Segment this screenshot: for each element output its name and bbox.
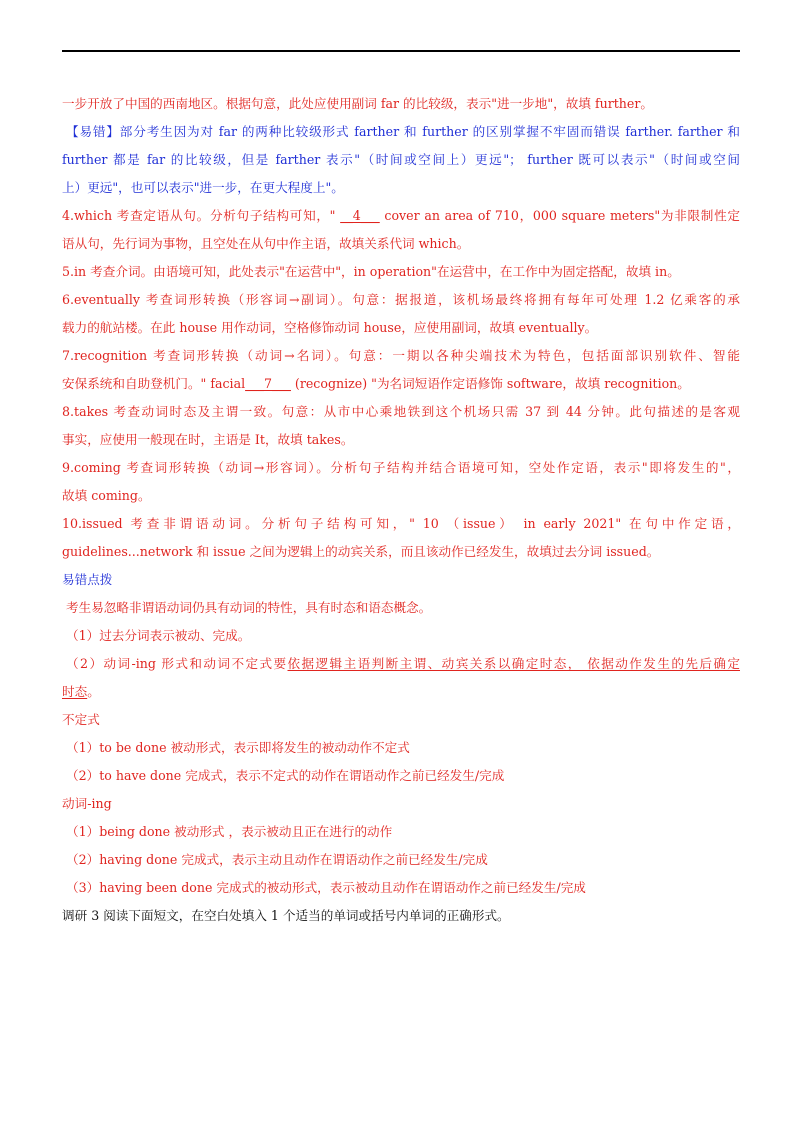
answer-8-line-1: 8.takes 考查动词时态及主谓一致。句意：从市中心乘地铁到这个机场只需 37 到 44 分钟。此句描述的是客观 bbox=[62, 404, 740, 419]
error-note-line-2: further 都是 far 的比较级，但是 farther 表示"（时间或空间上）更远"； further 既可以表示"（时间或空间 bbox=[62, 152, 740, 167]
error-note-line-3: 上）更远"，也可以表示"进一步，在更大程度上"。 bbox=[62, 180, 344, 195]
ing-item-2: （2）having done 完成式，表示主动且动作在谓语动作之前已经发生/完成 bbox=[66, 852, 488, 867]
answer-9-line-2: 故填 coming。 bbox=[62, 488, 151, 503]
header-rule bbox=[62, 50, 740, 52]
answer-6-line-2: 载力的航站楼。在此 house 用作动词，空格修饰动词 house，应使用副词，故填 eventually。 bbox=[62, 320, 598, 335]
ing-heading: 动词-ing bbox=[62, 796, 112, 811]
tips-item-2-line-2: 时态。 bbox=[62, 684, 100, 699]
tips-intro: 考生易忽略非谓语动词仍具有动词的特性，具有时态和语态概念。 bbox=[66, 600, 432, 615]
blank-7: ___7___ bbox=[245, 376, 291, 391]
answer-7-line-1: 7.recognition 考查词形转换（动词→名词）。句意：一期以各种尖端技术为特色，包括面部识别软件、智能 bbox=[62, 348, 740, 363]
ing-item-1: （1）being done 被动形式 ，表示被动且正在进行的动作 bbox=[66, 824, 393, 839]
answer-3-continued: 一步开放了中国的西南地区。根据句意，此处应使用副词 far 的比较级，表示"进一步地"，故填 further。 bbox=[62, 96, 653, 111]
answer-10-line-2: guidelines...network 和 issue 之间为逻辑上的动宾关系，而且该动作已经发生，故填过去分词 issued。 bbox=[62, 544, 660, 559]
error-note-line-1: 【易错】部分考生因为对 far 的两种比较级形式 farther 和 further 的区别掌握不牢固而错误 farther. farther 和 bbox=[66, 124, 740, 139]
infinitive-heading: 不定式 bbox=[62, 712, 100, 727]
document-body bbox=[62, 90, 740, 930]
tips-item-2-line-1: （2）动词-ing 形式和动词不定式要依据逻辑主语判断主谓、动宾关系以确定时态， 依据动作发生的先后确定 bbox=[66, 656, 740, 671]
answer-10-line-1: 10.issued 考查非谓语动词。分析句子结构可知，" 10 （issue） in early 2021" 在句中作定语， bbox=[62, 516, 740, 531]
research-3-instruction: 调研 3 阅读下面短文，在空白处填入 1 个适当的单词或括号内单词的正确形式。 bbox=[62, 908, 510, 923]
answer-4-line-2: 语从句，先行词为事物，且空处在从句中作主语，故填关系代词 which。 bbox=[62, 236, 470, 251]
infinitive-item-2: （2）to have done 完成式，表示不定式的动作在谓语动作之前已经发生/完成 bbox=[66, 768, 505, 783]
answer-4-line-1: 4.which 考查定语从句。分析句子结构可知，" __4___ cover an area of 710，000 square meters"为非限制性定 bbox=[62, 208, 740, 223]
tips-item-1: （1）过去分词表示被动、完成。 bbox=[66, 628, 251, 643]
answer-8-line-2: 事实，应使用一般现在时，主语是 It，故填 takes。 bbox=[62, 432, 354, 447]
ing-item-3: （3）having been done 完成式的被动形式，表示被动且动作在谓语动作之前已经发生/完成 bbox=[66, 880, 586, 895]
answer-9-line-1: 9.coming 考查词形转换（动词→形容词）。分析句子结构并结合语境可知，空处作定语，表示"即将发生的"， bbox=[62, 460, 740, 475]
blank-4: __4___ bbox=[340, 208, 380, 223]
answer-7-line-2: 安保系统和自助登机门。" facial___7___ (recognize) "为名词短语作定语修饰 software，故填 recognition。 bbox=[62, 376, 690, 391]
answer-6-line-1: 6.eventually 考查词形转换（形容词→副词）。句意：据报道，该机场最终将拥有每年可处理 1.2 亿乘客的承 bbox=[62, 292, 740, 307]
tips-heading: 易错点拨 bbox=[62, 572, 113, 587]
answer-5: 5.in 考查介词。由语境可知，此处表示"在运营中"，in operation"在运营中，在工作中为固定搭配，故填 in。 bbox=[62, 264, 680, 279]
infinitive-item-1: （1）to be done 被动形式，表示即将发生的被动动作不定式 bbox=[66, 740, 410, 755]
